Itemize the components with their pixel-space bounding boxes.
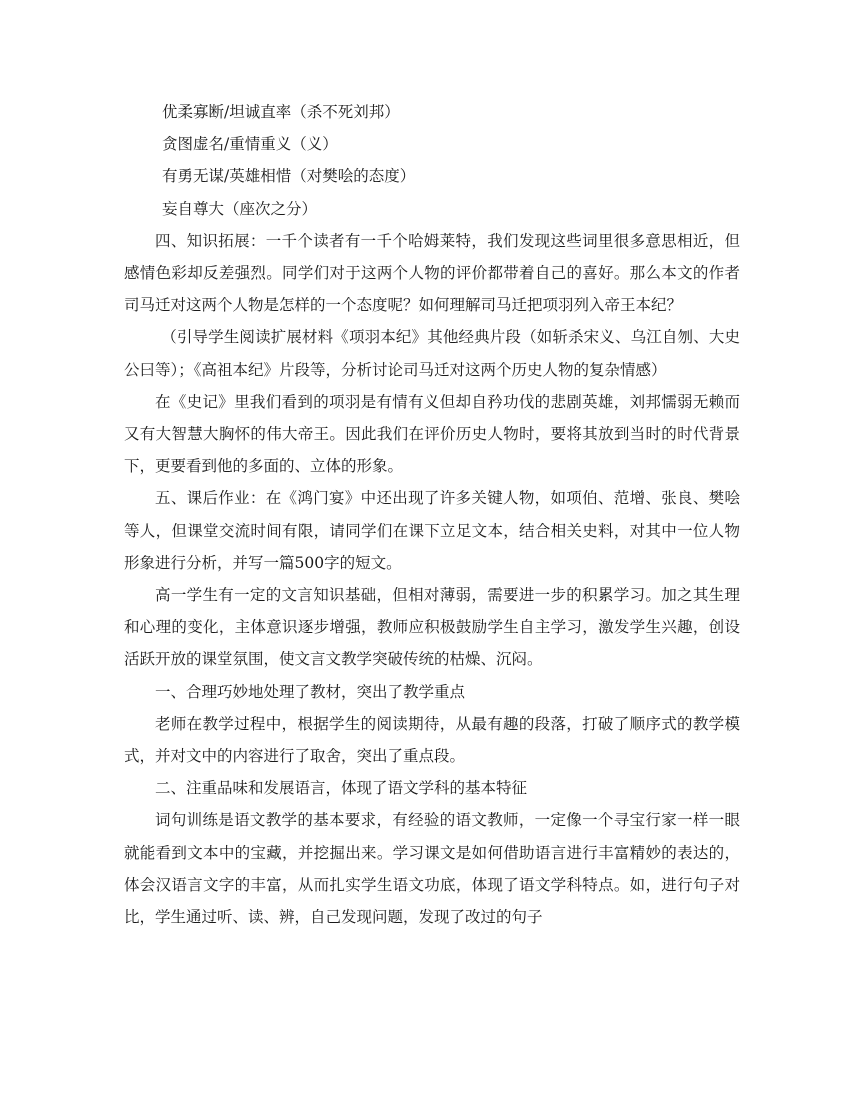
paragraph-teaching-process: 老师在教学过程中，根据学生的阅读期待，从最有趣的段落，打破了顺序式的教学模式，并对文中的内容进行了取舍，突出了重点段。 (124, 714, 740, 766)
paragraph-student-analysis: 高一学生有一定的文言知识基础，但相对薄弱，需要进一步的积累学习。加之其生理和心理的变化，主体意识逐步增强，教师应积极鼓励学生自主学习，激发学生兴趣，创设活跃开放的课堂氛围，使文言文教学突破传统的枯燥、沉闷。 (124, 586, 740, 669)
paragraph-homework: 五、课后作业：在《鸿门宴》中还出现了许多关键人物，如项伯、范增、张良、樊哙等人，但课堂交流时间有限，请同学们在课下立足文本，结合相关史料，对其中一位人物形象进行分析，并写一篇500字的短文。 (124, 489, 740, 572)
paragraph-language-training: 词句训练是语文教学的基本要求，有经验的语文教师，一定像一个寻宝行家一样一眼就能看到文本中的宝藏，并挖掘出来。学习课文是如何借助语言进行丰富精妙的表达的，体会汉语言文字的丰富，从而扎实学生语文功底，体现了语文学科特点。如，进行句子对比，学生通过听、读、辨，自己发现问题，发现了改过的句子 (124, 811, 740, 927)
paragraph-knowledge-extension: 四、知识拓展：一千个读者有一千个哈姆莱特，我们发现这些词里很多意思相近，但感情色彩却反差强烈。同学们对于这两个人物的评价都带着自己的喜好。那么本文的作者司马迁对这两个人物是怎样的一个态度呢？如何理解司马迁把项羽列入帝王本纪？ (124, 231, 740, 315)
list-line: 有勇无谋/英雄相惜（对樊哙的态度） (162, 167, 416, 186)
list-line: 优柔寡断/坦诚直率（杀不死刘邦） (162, 103, 400, 121)
section-heading-2: 二、注重品味和发展语言，体现了语文学科的基本特征 (155, 779, 528, 798)
document-body (124, 96, 740, 933)
list-line: 贪图虚名/重情重义（义） (162, 135, 338, 154)
section-heading-1: 一、合理巧妙地处理了教材，突出了教学重点 (155, 682, 466, 701)
paragraph-guided-reading: （引导学生阅读扩展材料《项羽本纪》其他经典片段（如斩杀宋义、乌江自刎、大史公曰等）；《高祖本纪》片段等，分析讨论司马迁对这两个历史人物的复杂情感） (124, 328, 740, 379)
list-line: 妄自尊大（座次之分） (162, 199, 318, 218)
paragraph-historical-view: 在《史记》里我们看到的项羽是有情有义但却自矜功伐的悲剧英雄，刘邦懦弱无赖而又有大智慧大胸怀的伟大帝王。因此我们在评价历史人物时，要将其放到当时的时代背景下，更要看到他的多面的、立体的形象。 (124, 392, 740, 476)
